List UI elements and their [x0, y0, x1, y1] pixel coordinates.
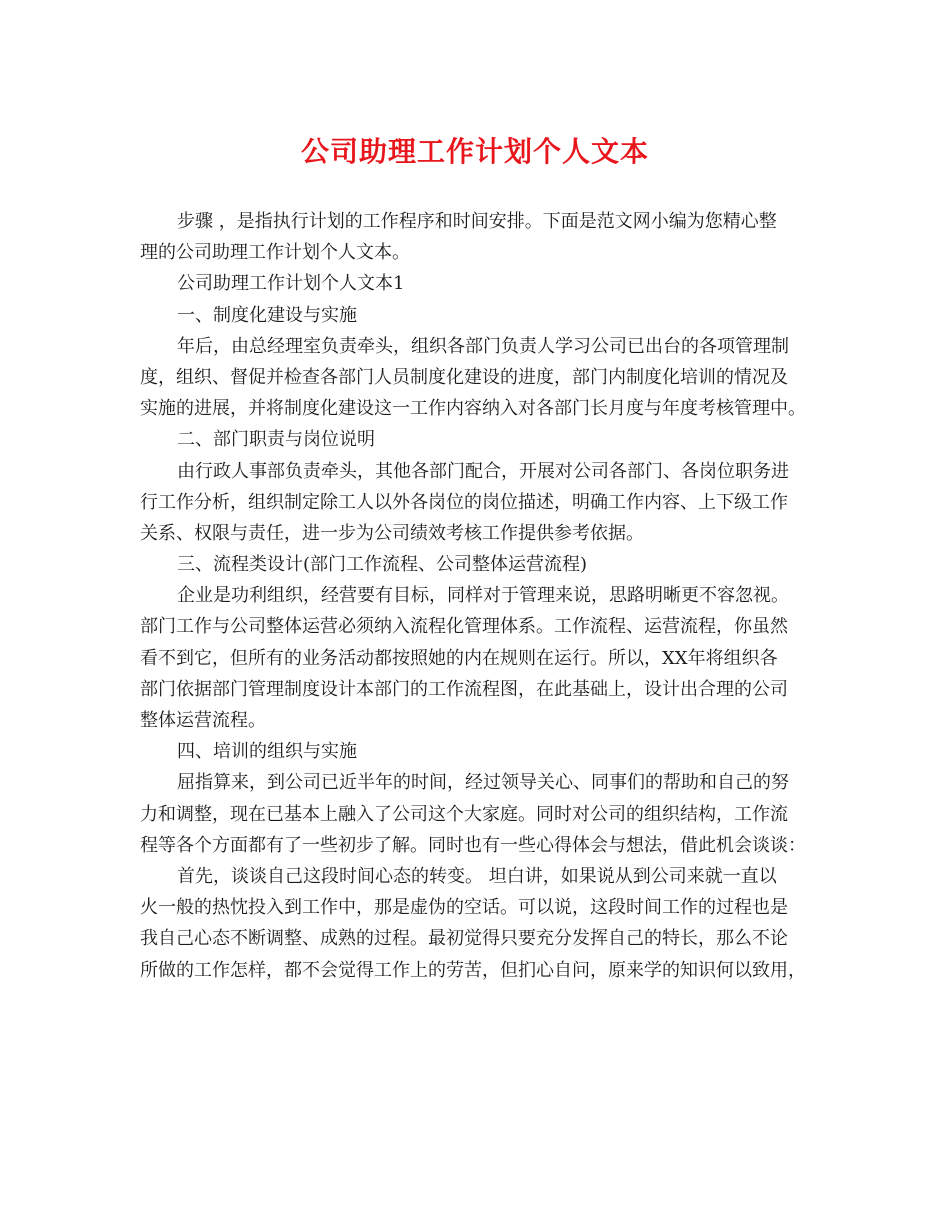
body-line: 步骤 ，是指执行计划的工作程序和时间安排。下面是范文网小编为您精心整	[177, 211, 777, 232]
body-line: 部门工作与公司整体运营必须纳入流程化管理体系。工作流程、运营流程，你虽然	[140, 616, 788, 638]
body-line: 企业是功利组织，经营要有目标，同样对于管理来说，思路明晰更不容忽视。	[177, 585, 789, 607]
body-line: 关系、权限与责任，进一步为公司绩效考核工作提供参考依据。	[140, 522, 644, 544]
body-line: 所做的工作怎样，都不会觉得工作上的劳苦，但扪心自问，原来学的知识何以致用，	[140, 959, 806, 981]
body-line: 程等各个方面都有了一些初步了解。同时也有一些心得体会与想法，借此机会谈谈：	[140, 834, 806, 856]
body-line: 我自己心态不断调整、成熟的过程。最初觉得只要充分发挥自己的特长，那么不论	[140, 928, 788, 950]
body-line: 实施的进展，并将制度化建设这一工作内容纳入对各部门长月度与年度考核管理中。	[140, 398, 806, 420]
body-line: 行工作分析，组织制定除工人以外各岗位的岗位描述，明确工作内容、上下级工作	[140, 491, 788, 513]
document-body	[140, 206, 830, 986]
body-line: 整体运营流程。	[140, 710, 266, 731]
body-line: 四、培训的组织与实施	[177, 741, 357, 763]
body-line: 二、部门职责与岗位说明	[177, 429, 375, 451]
document-title: 公司助理工作计划个人文本	[300, 135, 649, 168]
body-line: 三、流程类设计(部门工作流程、公司整体运营流程)	[177, 554, 588, 576]
body-line: 年后，由总经理室负责牵头，组织各部门负责人学习公司已出台的各项管理制	[177, 335, 789, 357]
body-line: 理的公司助理工作计划个人文本。	[140, 242, 410, 264]
body-line: 一、制度化建设与实施	[177, 304, 357, 326]
body-line: 看不到它，但所有的业务活动都按照她的内在规则在运行。所以，XX年将组织各	[140, 647, 778, 669]
body-line: 首先，谈谈自己这段时间心态的转变。 坦白讲，如果说从到公司来就一直以	[177, 865, 777, 887]
body-line: 部门依据部门管理制度设计本部门的工作流程图，在此基础上，设计出合理的公司	[140, 678, 788, 700]
body-line: 力和调整，现在已基本上融入了公司这个大家庭。同时对公司的组织结构，工作流	[140, 803, 788, 825]
body-line: 公司助理工作计划个人文本1	[177, 273, 405, 295]
body-line: 火一般的热忱投入到工作中，那是虚伪的空话。可以说，这段时间工作的过程也是	[140, 897, 788, 919]
body-line: 由行政人事部负责牵头，其他各部门配合，开展对公司各部门、各岗位职务进	[177, 460, 789, 482]
body-line: 屈指算来，到公司已近半年的时间，经过领导关心、同事们的帮助和自己的努	[177, 772, 789, 794]
body-line: 度，组织、督促并检查各部门人员制度化建设的进度，部门内制度化培训的情况及	[140, 366, 788, 388]
